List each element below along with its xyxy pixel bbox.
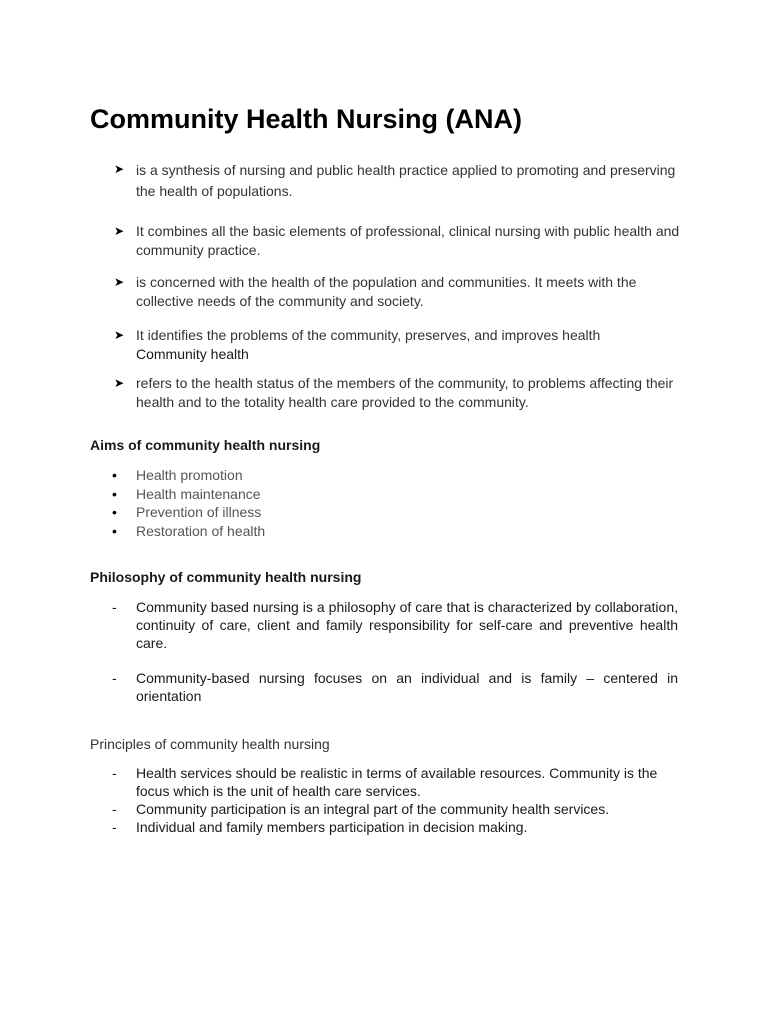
dash-bullet: - (112, 599, 117, 615)
aims-heading: Aims of community health nursing (90, 437, 321, 453)
dash-bullet: - (112, 801, 117, 817)
bullet-icon: • (112, 504, 117, 520)
definition-text (136, 326, 696, 364)
definition-text: refers to the health status of the members of the community, to problems affecting their health and to the totality health care provided to the community. (136, 375, 674, 410)
principle-text: Individual and family members participation in decision making. (136, 819, 528, 835)
definition-text: is a synthesis of nursing and public health practice applied to promoting and preserving the health of populations. (136, 162, 676, 199)
dash-bullet: - (112, 819, 117, 835)
aim-text: Restoration of health (136, 523, 266, 539)
definition-subtext: Community health (136, 346, 249, 362)
philosophy-text: Community based nursing is a philosophy of care that is characterized by collaboration, continuity of care, client and family responsibility for self-care and preventive health care. (136, 599, 678, 651)
arrow-bullet-icon: ➤ (114, 224, 125, 238)
principle-text: Community participation is an integral part of the community health services. (136, 801, 610, 817)
aim-text: Prevention of illness (136, 504, 262, 520)
definition-text: is concerned with the health of the population and communities. It meets with the collective needs of the community and society. (136, 274, 637, 309)
page-title: Community Health Nursing (ANA) (90, 104, 522, 134)
dash-bullet: - (112, 670, 117, 686)
bullet-icon: • (112, 467, 117, 483)
arrow-bullet-icon: ➤ (114, 376, 125, 390)
principle-text: Health services should be realistic in terms of available resources. Community is the focus which is the unit of health care services. (136, 765, 658, 799)
bullet-icon: • (112, 523, 117, 539)
aim-text: Health promotion (136, 467, 243, 483)
arrow-bullet-icon: ➤ (114, 162, 125, 176)
aim-text: Health maintenance (136, 486, 261, 502)
philosophy-text: Community-based nursing focuses on an individual and is family – centered in orientation (136, 670, 678, 704)
definition-text-main: It identifies the problems of the community, preserves, and improves health (136, 327, 601, 343)
principles-heading: Principles of community health nursing (90, 736, 330, 752)
definition-text: It combines all the basic elements of professional, clinical nursing with public health and community practice. (136, 223, 680, 258)
philosophy-heading: Philosophy of community health nursing (90, 569, 362, 585)
arrow-bullet-icon: ➤ (114, 275, 125, 289)
dash-bullet: - (112, 765, 117, 781)
bullet-icon: • (112, 486, 117, 502)
arrow-bullet-icon: ➤ (114, 328, 125, 342)
